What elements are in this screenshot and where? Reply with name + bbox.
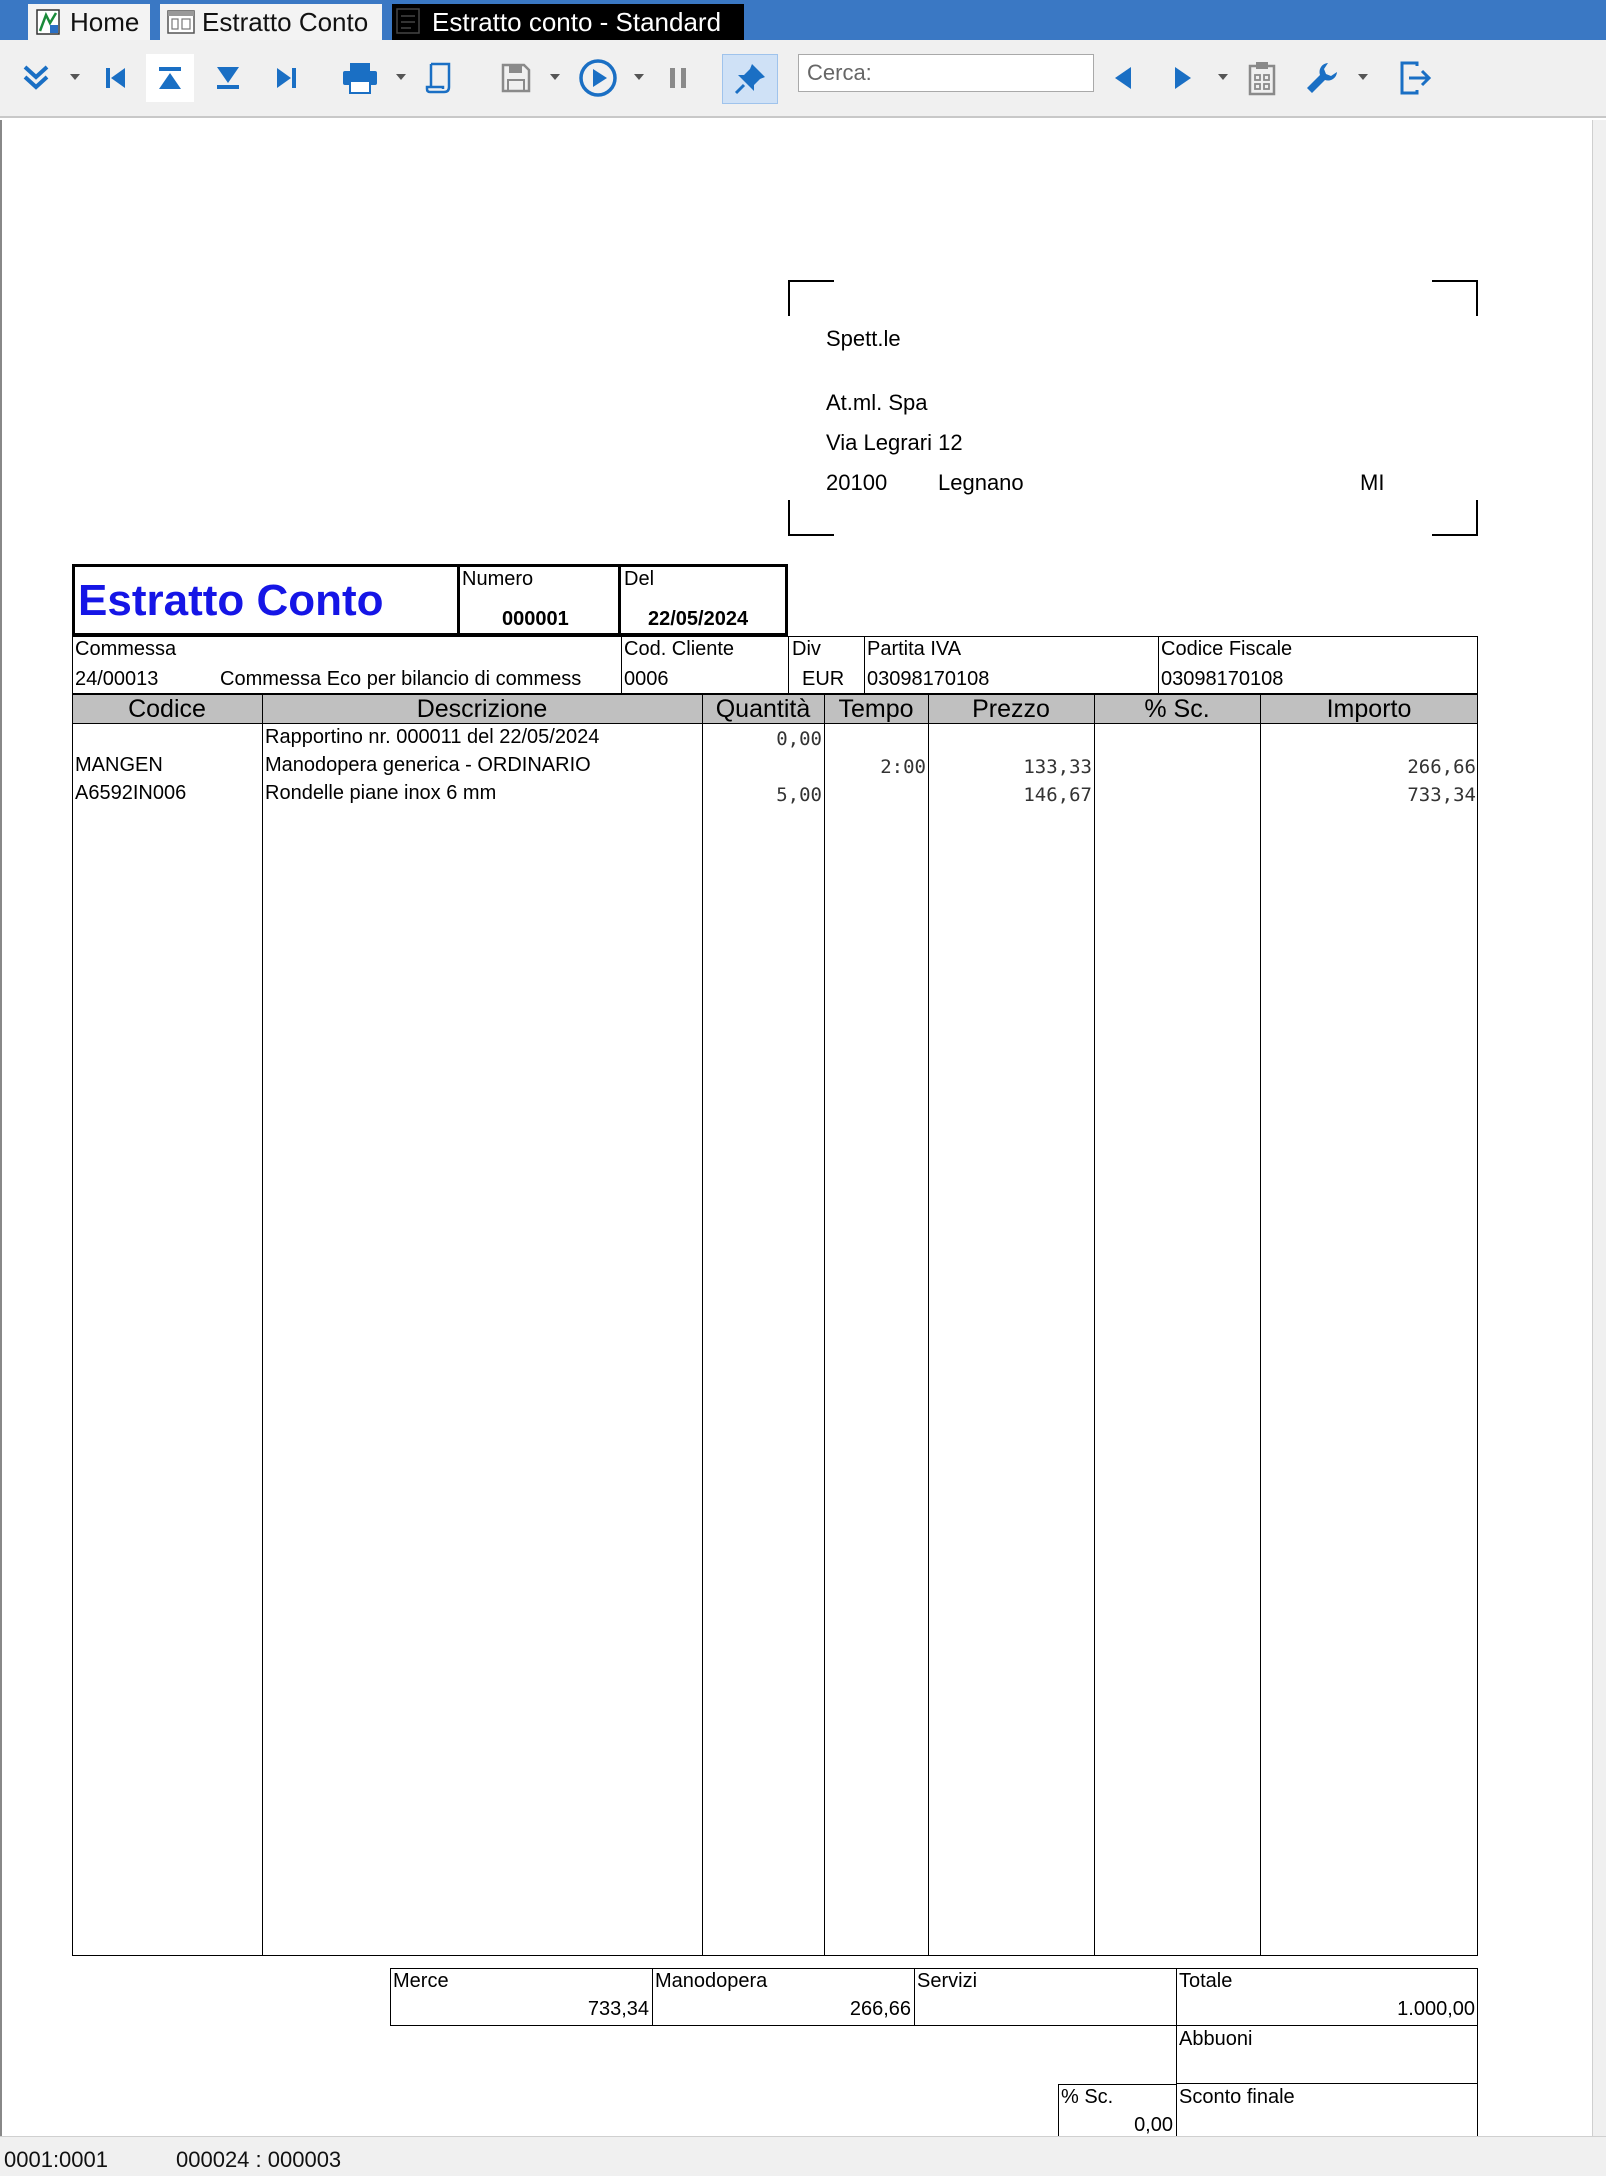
column-header-descrizione: Descrizione — [416, 694, 548, 723]
window-icon — [166, 7, 196, 37]
printer-icon — [341, 61, 379, 95]
commessa-code: 24/00013 — [75, 668, 159, 690]
cell-importo: 733,34 — [1407, 784, 1476, 806]
merce-label: Merce — [393, 1970, 449, 1992]
pin-icon — [732, 61, 768, 97]
cod-cliente-label: Cod. Cliente — [624, 638, 735, 660]
numero-label: Numero — [462, 568, 534, 590]
address-corner — [788, 280, 834, 316]
chevron-down-icon[interactable] — [70, 74, 80, 80]
column-header-prezzo: Prezzo — [972, 694, 1050, 723]
document-number: 000001 — [502, 608, 569, 630]
status-records: 000024 : 000003 — [176, 2147, 342, 2172]
pause-icon — [664, 64, 692, 92]
last-page-button[interactable] — [262, 54, 310, 102]
search-input[interactable] — [798, 54, 1094, 92]
floppy-disk-icon — [500, 62, 532, 94]
skip-last-icon — [271, 63, 301, 93]
report-viewer[interactable] — [0, 120, 1606, 2136]
tab-bar — [0, 0, 1606, 40]
totale-label: Totale — [1179, 1970, 1233, 1992]
cell-descrizione: Rapportino nr. 000011 del 22/05/2024 — [265, 726, 600, 748]
status-position: 0001:0001 — [4, 2147, 108, 2172]
table-body — [72, 694, 1478, 1956]
cell-codice: MANGEN — [75, 754, 163, 776]
recipient-name: At.ml. Spa — [826, 390, 928, 415]
address-corner — [1432, 280, 1478, 316]
recipient-city: Legnano — [938, 470, 1024, 495]
recipient-zip: 20100 — [826, 470, 888, 495]
document-title: Estratto Conto — [78, 576, 384, 625]
play-circle-icon — [578, 58, 618, 98]
totale-value: 1.000,00 — [1397, 1998, 1475, 2020]
report-page — [2, 120, 1592, 2136]
abbuoni-label: Abbuoni — [1179, 2028, 1253, 2050]
clipboard-icon — [1246, 60, 1278, 96]
skip-first-icon — [101, 63, 131, 93]
triangle-right-icon — [1169, 63, 1195, 93]
commessa-description: Commessa Eco per bilancio di commess — [220, 668, 582, 690]
bottom-button[interactable] — [204, 54, 252, 102]
column-header-tempo: Tempo — [838, 694, 914, 723]
address-corner — [788, 500, 834, 536]
partita-iva-label: Partita IVA — [867, 638, 962, 660]
arrow-bottom-icon — [213, 63, 243, 93]
commessa-label: Commessa — [75, 638, 177, 660]
expand-all-button[interactable] — [12, 54, 60, 102]
cell-prezzo: 146,67 — [1023, 784, 1092, 806]
play-button[interactable] — [574, 54, 622, 102]
cod-cliente-value: 0006 — [624, 668, 669, 690]
document-date: 22/05/2024 — [648, 608, 749, 630]
recipient-street: Via Legrari 12 — [826, 430, 963, 455]
tab-label: Estratto conto - Standard — [432, 6, 722, 37]
tab-label: Estratto Conto — [202, 6, 369, 37]
pin-button[interactable] — [722, 54, 778, 104]
del-label: Del — [624, 568, 655, 590]
cell-descrizione: Rondelle piane inox 6 mm — [265, 782, 497, 804]
recipient-province: MI — [1360, 470, 1385, 495]
clipboard-button[interactable] — [1238, 54, 1286, 102]
triangle-left-icon — [1111, 63, 1137, 93]
sconto-percent-value: 0,00 — [1134, 2114, 1173, 2136]
first-page-button[interactable] — [92, 54, 140, 102]
manodopera-label: Manodopera — [655, 1970, 768, 1992]
print-button[interactable] — [336, 54, 384, 102]
partita-iva-value: 03098170108 — [867, 668, 990, 690]
tab-home[interactable] — [28, 4, 150, 40]
cell-quantita: 5,00 — [776, 784, 822, 806]
arrow-top-icon — [155, 63, 185, 93]
codice-fiscale-value: 03098170108 — [1161, 668, 1284, 690]
tab-estratto-conto[interactable] — [160, 4, 382, 40]
double-chevron-down-icon — [19, 61, 53, 95]
toolbar — [0, 40, 1606, 118]
cell-importo: 266,66 — [1407, 756, 1476, 778]
exit-icon — [1399, 60, 1433, 96]
report-icon — [394, 6, 424, 36]
servizi-label: Servizi — [917, 1970, 978, 1992]
wrench-icon — [1304, 60, 1340, 96]
cell-prezzo: 133,33 — [1023, 756, 1092, 778]
column-header-sconto: % Sc. — [1144, 694, 1210, 723]
search-next-button[interactable] — [1158, 54, 1206, 102]
cell-quantita: 0,00 — [776, 728, 822, 750]
cell-descrizione: Manodopera generica - ORDINARIO — [265, 754, 591, 776]
chevron-down-icon[interactable] — [1358, 74, 1368, 80]
home-icon — [34, 7, 64, 37]
column-header-quantita: Quantità — [715, 694, 811, 723]
chevron-down-icon[interactable] — [634, 74, 644, 80]
recipient-salutation: Spett.le — [826, 326, 901, 351]
preview-button[interactable] — [416, 54, 464, 102]
manodopera-value: 266,66 — [849, 1998, 911, 2020]
tab-estratto-conto-standard[interactable] — [392, 4, 744, 40]
save-button[interactable] — [492, 54, 540, 102]
cell-codice: A6592IN006 — [75, 782, 187, 804]
merce-value: 733,34 — [587, 1998, 649, 2020]
tab-label: Home — [70, 6, 140, 37]
top-button[interactable] — [146, 54, 194, 102]
codice-fiscale-label: Codice Fiscale — [1161, 638, 1293, 660]
div-label: Div — [792, 638, 821, 660]
column-header-importo: Importo — [1326, 694, 1412, 723]
column-header-codice: Codice — [128, 694, 206, 723]
sconto-percent-label: % Sc. — [1061, 2086, 1114, 2108]
chevron-down-icon[interactable] — [396, 74, 406, 80]
pause-button[interactable] — [654, 54, 702, 102]
chevron-down-icon[interactable] — [550, 74, 560, 80]
address-corner — [1432, 500, 1478, 536]
chevron-down-icon[interactable] — [1218, 74, 1228, 80]
search-previous-button[interactable] — [1100, 54, 1148, 102]
div-value: EUR — [802, 668, 845, 690]
cell-tempo: 2:00 — [880, 756, 926, 778]
vertical-scrollbar[interactable] — [1592, 120, 1606, 2136]
exit-button[interactable] — [1392, 54, 1440, 102]
tools-button[interactable] — [1298, 54, 1346, 102]
scroll-document-icon — [425, 61, 455, 95]
sconto-finale-label: Sconto finale — [1179, 2086, 1295, 2108]
status-bar — [0, 2136, 1606, 2176]
